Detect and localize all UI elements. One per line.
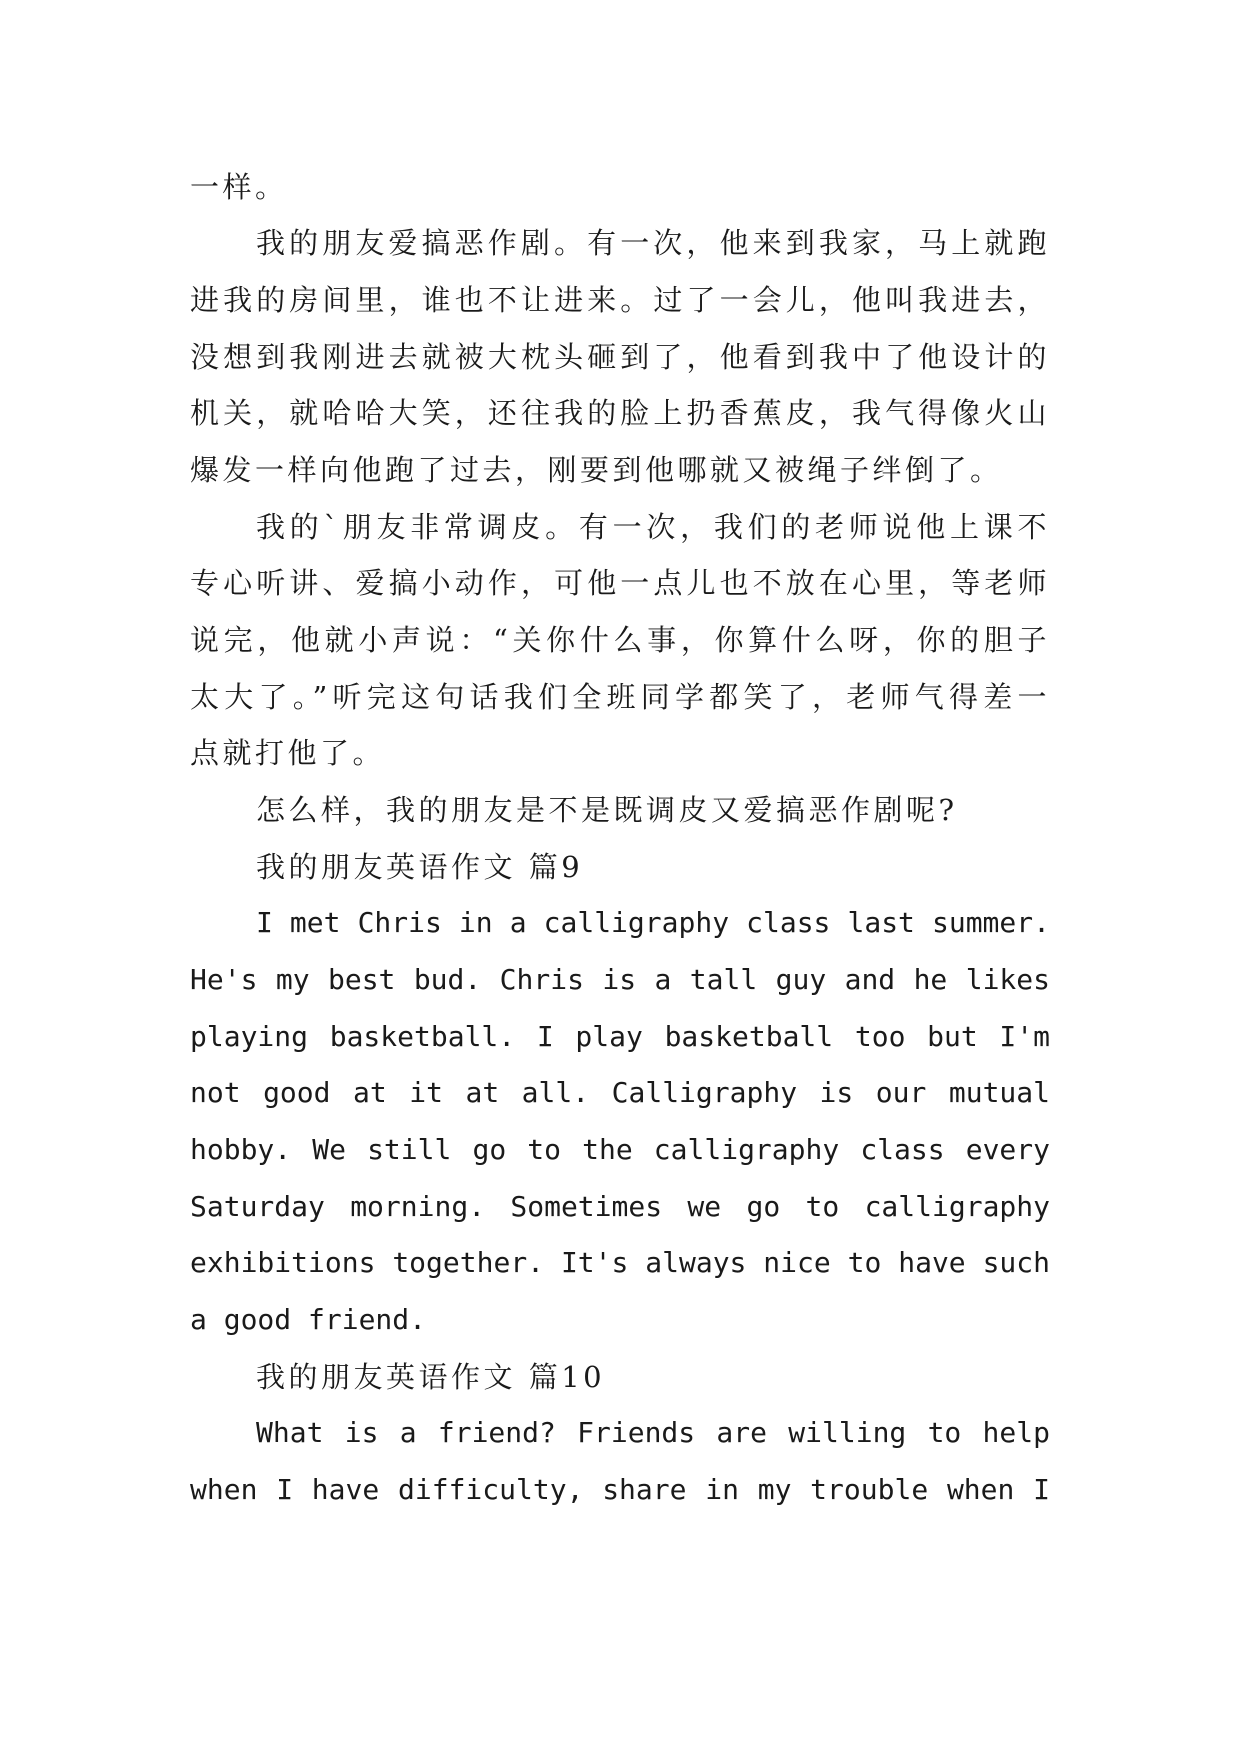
paragraph-line: exhibitions together. It's always nice to have such <box>190 1246 1050 1279</box>
paragraph-line: 机关，就哈哈大笑，还往我的脸上扔香蕉皮，我气得像火山 <box>190 396 1050 430</box>
paragraph-line: 太大了。”听完这句话我们全班同学都笑了，老师气得差一 <box>190 680 1050 714</box>
paragraph-line: 专心听讲、爱搞小动作，可他一点儿也不放在心里，等老师 <box>190 566 1050 600</box>
section-heading: 我的朋友英语作文 篇10 <box>256 1360 606 1394</box>
paragraph-line: 进我的房间里，谁也不让进来。过了一会儿，他叫我进去， <box>190 283 1050 317</box>
paragraph-line: 我的`朋友非常调皮。有一次，我们的老师说他上课不 <box>256 510 1050 544</box>
paragraph-line: What is a friend? Friends are willing to help <box>256 1416 1050 1449</box>
paragraph-line: 点就打他了。 <box>190 736 386 770</box>
section-heading: 我的朋友英语作文 篇9 <box>256 850 584 884</box>
paragraph-line: when I have difficulty, share in my trouble when I <box>190 1473 1050 1506</box>
paragraph-line: 爆发一样向他跑了过去，刚要到他哪就又被绳子绊倒了。 <box>190 453 1003 487</box>
paragraph-line: hobby. We still go to the calligraphy class every <box>190 1133 1050 1166</box>
paragraph-line: 一样。 <box>190 170 288 204</box>
paragraph-line: He's my best bud. Chris is a tall guy and he likes <box>190 963 1050 996</box>
paragraph-line: 说完，他就小声说：“关你什么事，你算什么呀，你的胆子 <box>190 623 1050 657</box>
paragraph-line: 没想到我刚进去就被大枕头砸到了，他看到我中了他设计的 <box>190 340 1050 374</box>
paragraph-line: 我的朋友爱搞恶作剧。有一次，他来到我家，马上就跑 <box>256 226 1050 260</box>
paragraph-line: I met Chris in a calligraphy class last summer. <box>256 906 1050 939</box>
paragraph-line: a good friend. <box>190 1303 427 1336</box>
paragraph-line: not good at it at all. Calligraphy is our mutual <box>190 1076 1050 1109</box>
paragraph-line: playing basketball. I play basketball too but I'm <box>190 1020 1050 1053</box>
paragraph-line: Saturday morning. Sometimes we go to calligraphy <box>190 1190 1050 1223</box>
paragraph-line: 怎么样，我的朋友是不是既调皮又爱搞恶作剧呢? <box>256 793 958 827</box>
